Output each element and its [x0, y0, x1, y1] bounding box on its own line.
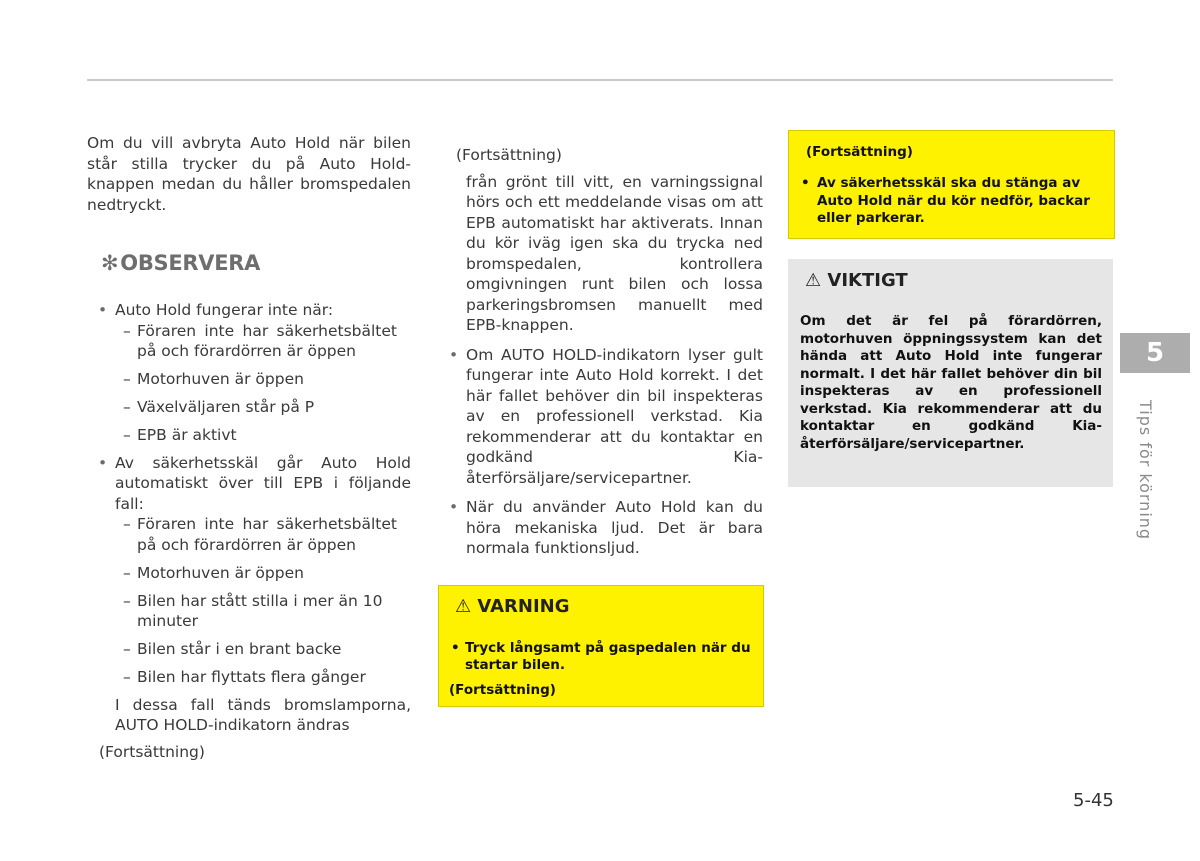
sub-list-item: – Bilen står i en brant backe: [115, 639, 397, 660]
continued-paragraph: från grönt till vitt, en varningssignal hörs och ett meddelande visas om att EPB automatiskt har aktiverats. Innan du kör iväg igen ska du trycka ned bromspedalen, kontrollera omgivningen runt bilen och lossa parkeringsbromsen manuellt med EPB-knappen.: [466, 172, 763, 334]
list-item-text: • Av säkerhetsskäl går Auto Hold automatiskt över till EPB i följande fall:: [115, 453, 411, 513]
asterisk-icon: ✻: [101, 251, 119, 275]
important-box: [788, 259, 1113, 487]
sub-list: [115, 321, 411, 446]
list-item-text: • Auto Hold fungerar inte när:: [115, 301, 334, 319]
sub-list-item: – Bilen har flyttats flera gånger: [115, 667, 397, 688]
caution-triangle-icon: ⚠: [805, 270, 822, 291]
warning-item: • Tryck långsamt på gaspedalen när du startar bilen.: [451, 640, 771, 674]
warning-box: [438, 585, 764, 707]
page-number: 5-45: [1073, 790, 1114, 811]
sub-list-item: – Föraren inte har säkerhetsbältet på och förardörren är öppen: [115, 514, 397, 555]
sub-list: [115, 514, 411, 688]
continued-label: (Fortsättning): [806, 144, 913, 160]
sub-list-item: – Motorhuven är öppen: [115, 563, 397, 584]
column-2: [438, 145, 763, 559]
observera-heading: [101, 248, 411, 278]
warning-item: • Av säkerhetsskäl ska du stänga av Auto Hold när du kör nedför, backar eller parkerar.: [801, 175, 1117, 228]
list-item: • När du använder Auto Hold kan du höra mekaniska ljud. Det är bara normala funktionsljud.: [438, 497, 763, 559]
bullet-list: [438, 345, 763, 559]
continued-label: (Fortsättning): [449, 682, 556, 698]
sub-list-item: – Bilen har stått stilla i mer än 10 minuter: [115, 591, 397, 632]
observera-title: OBSERVERA: [120, 251, 261, 275]
section-title-vertical: Tips för körning: [1136, 400, 1155, 541]
warning-triangle-icon: ⚠: [455, 596, 472, 617]
intro-paragraph: Om du vill avbryta Auto Hold när bilen står stilla trycker du på Auto Hold-knappen medan du håller bromspedalen nedtryckt.: [87, 134, 411, 214]
list-item: [87, 453, 411, 688]
observera-list: [87, 300, 411, 688]
warning-title: VARNING: [477, 596, 570, 617]
list-item: • Om AUTO HOLD-indikatorn lyser gult fungerar inte Auto Hold korrekt. I det här fallet behöver din bil inspekteras av en professionell verkstad. Kia rekommenderar att du kontaktar en godkänd Kia-återförsäljare/servicepartner.: [438, 345, 763, 489]
important-title: VIKTIGT: [827, 270, 908, 291]
important-heading: [805, 270, 908, 291]
consequence-paragraph: I dessa fall tänds bromslamporna, AUTO HOLD-indikatorn ändras: [115, 695, 411, 734]
sub-list-item: – Växelväljaren står på P: [115, 397, 397, 418]
sub-list-item: – Motorhuven är öppen: [115, 369, 397, 390]
sub-list-item: – EPB är aktivt: [115, 425, 397, 446]
continued-warning-box: [788, 130, 1115, 239]
continued-label: (Fortsättning): [456, 146, 562, 164]
important-text: Om det är fel på förardörren, motorhuven öppningssystem kan det hända att Auto Hold inte fungerar normalt. I det här fallet behöver din bil inspekteras av en professionell verkstad. Kia rekommenderar att du kontaktar en godkänd Kia-återförsäljare/servicepartner.: [800, 313, 1102, 452]
warning-heading: [455, 596, 570, 617]
column-1: [87, 133, 411, 762]
header-rule: [87, 79, 1113, 81]
list-item: [87, 300, 411, 446]
sub-list-item: – Föraren inte har säkerhetsbältet på och förardörren är öppen: [115, 321, 397, 362]
continued-label: (Fortsättning): [99, 742, 205, 761]
chapter-tab: 5: [1120, 333, 1190, 373]
